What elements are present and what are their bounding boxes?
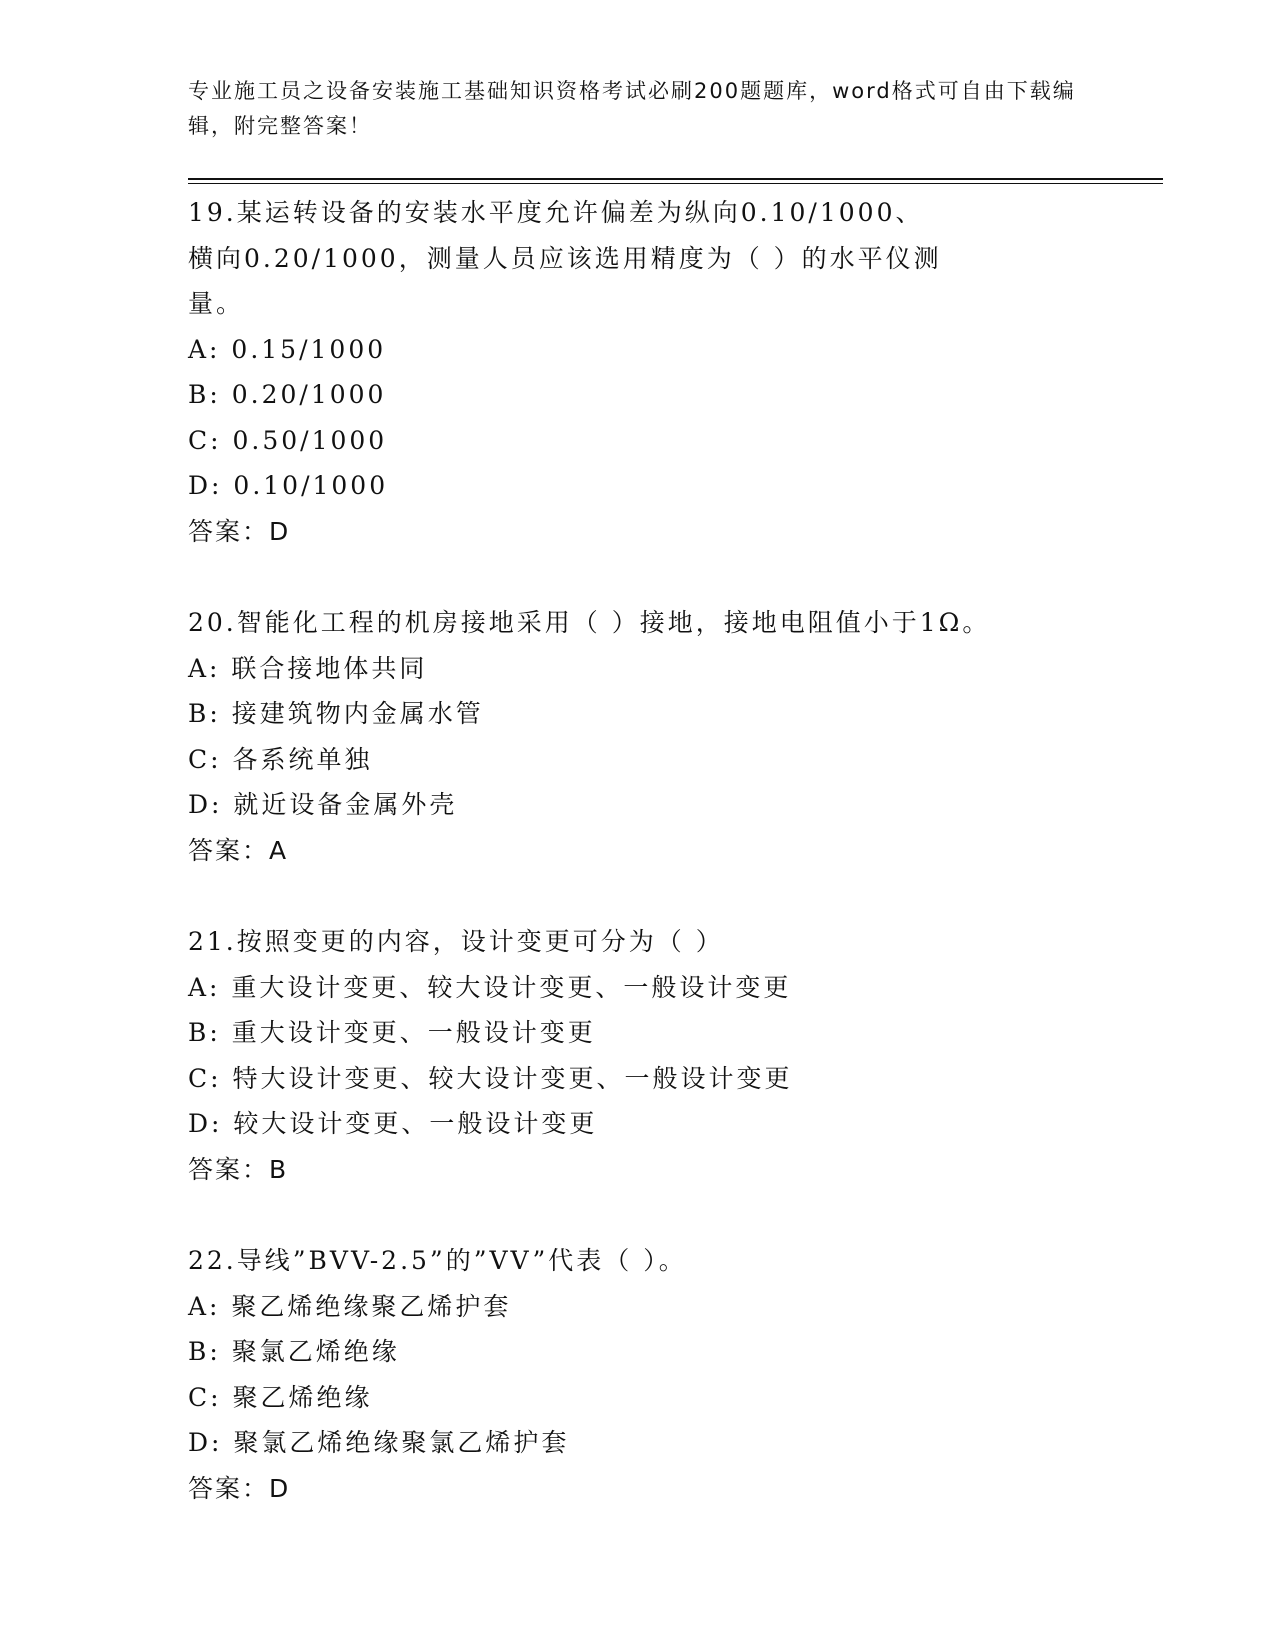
answer-line: 答案：A xyxy=(188,835,289,865)
answer-line: 答案：D xyxy=(188,1473,291,1503)
question-stem: 22.导线”BVV-2.5”的”VV”代表（ ）。 xyxy=(188,1246,687,1275)
option-c: C: 各系统单独 xyxy=(188,744,373,774)
answer-line: 答案：B xyxy=(188,1154,289,1184)
question-stem: 20.智能化工程的机房接地采用（ ）接地，接地电阻值小于1Ω。 xyxy=(188,608,991,637)
option-c: C: 特大设计变更、较大设计变更、一般设计变更 xyxy=(188,1063,793,1093)
option-a: A: 联合接地体共同 xyxy=(188,653,428,683)
option-a: A: 0.15/1000 xyxy=(188,334,387,364)
option-d: D: 就近设备金属外壳 xyxy=(188,790,458,819)
answer-line: 答案：D xyxy=(188,516,291,546)
option-b: B: 接建筑物内金属水管 xyxy=(188,699,484,728)
question-stem: 21.按照变更的内容，设计变更可分为（ ） xyxy=(188,927,724,956)
question-22 xyxy=(188,1238,1148,1511)
option-a: A: 重大设计变更、较大设计变更、一般设计变更 xyxy=(188,972,792,1002)
question-list xyxy=(188,190,1148,1511)
header-divider-thick xyxy=(188,178,1163,180)
question-19 xyxy=(188,190,1148,554)
question-21 xyxy=(188,919,1148,1192)
option-d: D: 0.10/1000 xyxy=(188,471,389,500)
header-divider-thin xyxy=(188,183,1163,184)
option-c: C: 聚乙烯绝缘 xyxy=(188,1382,373,1412)
document-header: 专业施工员之设备安装施工基础知识资格考试必刷200题题库，word格式可自由下载编辑，附完整答案！ xyxy=(188,79,1076,138)
option-b: B: 重大设计变更、一般设计变更 xyxy=(188,1018,596,1047)
option-b: B: 0.20/1000 xyxy=(188,380,387,409)
option-d: D: 聚氯乙烯绝缘聚氯乙烯护套 xyxy=(188,1428,570,1457)
option-b: B: 聚氯乙烯绝缘 xyxy=(188,1337,400,1366)
question-20 xyxy=(188,600,1148,873)
question-stem: 19.某运转设备的安装水平度允许偏差为纵向0.10/1000、横向0.20/1000，测量人员应该选用精度为（ ）的水平仪测量。 xyxy=(188,198,942,318)
option-a: A: 聚乙烯绝缘聚乙烯护套 xyxy=(188,1291,512,1321)
option-c: C: 0.50/1000 xyxy=(188,425,388,455)
option-d: D: 较大设计变更、一般设计变更 xyxy=(188,1109,598,1138)
